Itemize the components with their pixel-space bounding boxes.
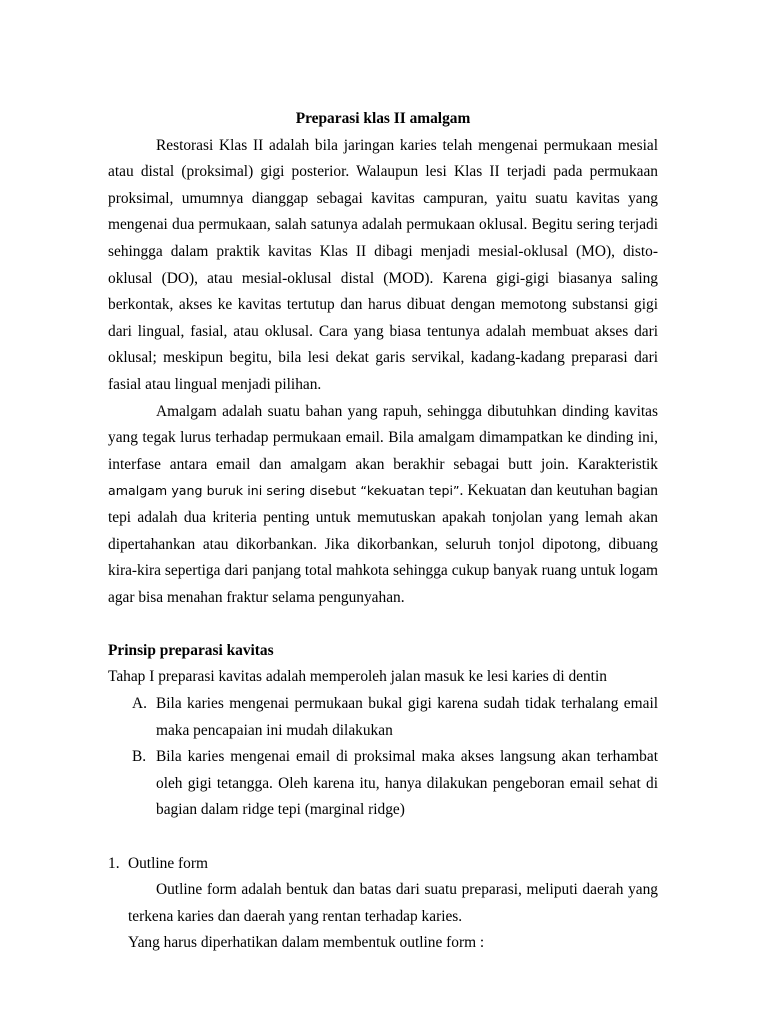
paragraph-restorasi: Restorasi Klas II adalah bila jaringan karies telah mengenai permukaan mesial atau distal (proksimal) gigi posterior. Walaupun lesi Klas II terjadi pada permukaan proksimal, umumnya dianggap sebagai kavitas campuran, yaitu suatu kavitas yang mengenai dua permukaan, salah satunya adalah permukaan oklusal. Begitu sering terjadi sehingga dalam praktik kavitas Klas II dibagi menjadi mesial-oklusal (MO), disto-oklusal (DO), atau mesial-oklusal distal (MOD). Karena gigi-gigi biasanya saling berkontak, akses ke kavitas tertutup dan harus dibuat dengan memotong substansi gigi dari lingual, fasial, atau oklusal. Cara yang biasa tentunya adalah membuat akses dari oklusal; meskipun begitu, bila lesi dekat garis servikal, kadang-kadang preparasi dari fasial atau lingual menjadi pilihan. bbox=[108, 136, 658, 393]
paragraph-amalgam-part3: . Kekuatan dan keutuhan bagian tepi adalah dua kriteria penting untuk memutuskan apakah tonjolan yang lemah akan dipertahankan atau dikorbankan. Jika dikorbankan, seluruh tonjol dipotong, dibuang kira-kira sepertiga dari panjang total mahkota sehingga cukup banyak ruang untuk logam agar bisa menahan fraktur selama pengunyahan. bbox=[108, 482, 658, 606]
list-item-b bbox=[108, 744, 658, 824]
list-marker-a: A. bbox=[132, 695, 147, 713]
outline-form-content bbox=[108, 877, 658, 957]
spacer bbox=[108, 824, 658, 851]
outline-form-followup: Yang harus diperhatikan dalam membentuk outline form : bbox=[128, 934, 485, 952]
list-text-a: Bila karies mengenai permukaan bukal gigi karena sudah tidak terhalang email maka pencapaian ini mudah dilakukan bbox=[156, 695, 658, 739]
document-page bbox=[108, 106, 658, 957]
numbered-marker: 1. bbox=[108, 854, 120, 872]
section-intro: Tahap I preparasi kavitas adalah memperoleh jalan masuk ke lesi karies di dentin bbox=[108, 668, 607, 686]
numbered-item-outline-form bbox=[108, 851, 658, 878]
numbered-label: Outline form bbox=[128, 854, 208, 872]
outline-form-paragraph: Outline form adalah bentuk dan batas dari suatu preparasi, meliputi daerah yang terkena karies dan daerah yang rentan terhadap karies. bbox=[128, 881, 658, 925]
list-item-a bbox=[108, 691, 658, 744]
document-title: Preparasi klas II amalgam bbox=[295, 110, 471, 127]
paragraph-amalgam-part2: amalgam yang buruk ini sering disebut “kekuatan tepi” bbox=[108, 483, 460, 499]
spacer bbox=[108, 611, 658, 638]
section-heading: Prinsip preparasi kavitas bbox=[108, 641, 274, 659]
paragraph-amalgam bbox=[108, 399, 658, 612]
paragraph-amalgam-part1: Amalgam adalah suatu bahan yang rapuh, sehingga dibutuhkan dinding kavitas yang tegak lurus terhadap permukaan email. Bila amalgam dimampatkan ke dinding ini, interfase antara email dan amalgam akan berakhir sebagai butt join. Karakteristik bbox=[108, 402, 658, 473]
list-text-b: Bila karies mengenai email di proksimal maka akses langsung akan terhambat oleh gigi tetangga. Oleh karena itu, hanya dilakukan pengeboran email sehat di bagian dalam ridge tepi (marginal ridge) bbox=[156, 748, 658, 819]
list-marker-b: B. bbox=[132, 748, 147, 766]
